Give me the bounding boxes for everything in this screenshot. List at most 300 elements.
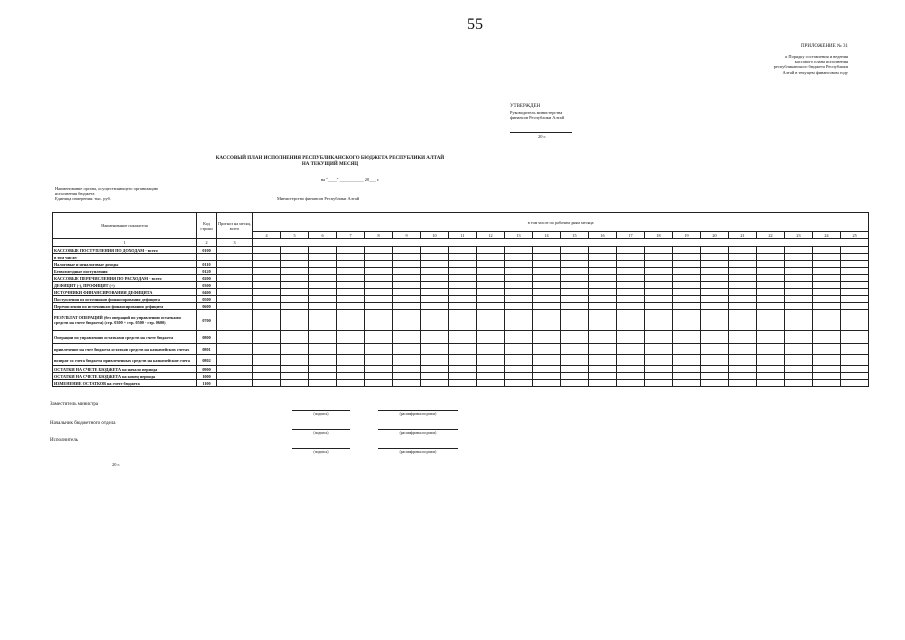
value-cell bbox=[813, 303, 841, 310]
value-cell bbox=[281, 261, 309, 268]
value-cell bbox=[589, 275, 617, 282]
value-cell bbox=[589, 366, 617, 373]
day-number: 11 bbox=[449, 232, 477, 239]
value-cell bbox=[421, 355, 449, 366]
value-cell bbox=[645, 366, 673, 373]
row-name: ОСТАТКИ НА СЧЕТЕ БЮДЖЕТА на начало периода bbox=[53, 366, 197, 373]
appendix-line: республиканского бюджета Республики bbox=[773, 64, 848, 70]
value-cell bbox=[841, 331, 869, 344]
value-cell bbox=[673, 268, 701, 275]
value-cell bbox=[645, 247, 673, 254]
value-cell bbox=[533, 373, 561, 380]
value-cell bbox=[421, 254, 449, 261]
value-cell bbox=[337, 366, 365, 373]
value-cell bbox=[253, 254, 281, 261]
value-cell bbox=[337, 380, 365, 387]
value-cell bbox=[589, 380, 617, 387]
value-cell bbox=[505, 331, 533, 344]
value-cell bbox=[421, 261, 449, 268]
row-code: 0700 bbox=[197, 310, 217, 331]
value-cell bbox=[701, 366, 729, 373]
value-cell bbox=[393, 380, 421, 387]
table-row bbox=[53, 289, 869, 296]
value-cell bbox=[253, 380, 281, 387]
value-cell bbox=[813, 261, 841, 268]
value-cell bbox=[533, 344, 561, 355]
value-cell bbox=[673, 303, 701, 310]
value-cell bbox=[393, 296, 421, 303]
value-cell bbox=[561, 344, 589, 355]
org-label: Наименование органа, осуществляющего организацию bbox=[55, 186, 159, 191]
value-cell bbox=[393, 310, 421, 331]
value-cell bbox=[421, 303, 449, 310]
value-cell bbox=[505, 282, 533, 289]
value-cell bbox=[561, 355, 589, 366]
value-cell bbox=[645, 254, 673, 261]
table-row bbox=[53, 275, 869, 282]
value-cell bbox=[449, 261, 477, 268]
value-cell bbox=[841, 282, 869, 289]
day-number: 10 bbox=[421, 232, 449, 239]
row-code: 0800 bbox=[197, 331, 217, 344]
value-cell bbox=[337, 254, 365, 261]
value-cell bbox=[561, 247, 589, 254]
value-cell bbox=[505, 310, 533, 331]
value-cell bbox=[617, 254, 645, 261]
value-cell bbox=[813, 296, 841, 303]
value-cell bbox=[561, 331, 589, 344]
table-body bbox=[53, 247, 869, 387]
value-cell bbox=[617, 268, 645, 275]
row-name: Поступления из источников финансирования дефицита bbox=[53, 296, 197, 303]
value-cell bbox=[589, 268, 617, 275]
value-cell bbox=[701, 254, 729, 261]
value-cell bbox=[589, 282, 617, 289]
day-number: 14 bbox=[533, 232, 561, 239]
value-cell bbox=[477, 373, 505, 380]
signature-line bbox=[292, 429, 350, 430]
header-days: в том числе по рабочим дням месяца bbox=[253, 213, 869, 232]
value-cell bbox=[253, 344, 281, 355]
signature-date: 20 г. bbox=[112, 462, 120, 467]
value-cell bbox=[785, 373, 813, 380]
value-cell bbox=[365, 344, 393, 355]
day-number: 24 bbox=[813, 232, 841, 239]
value-cell bbox=[757, 380, 785, 387]
value-cell bbox=[477, 303, 505, 310]
value-cell bbox=[309, 282, 337, 289]
value-cell bbox=[477, 355, 505, 366]
day-number: 12 bbox=[477, 232, 505, 239]
appendix-line: к Порядку составления и ведения bbox=[785, 54, 848, 59]
value-cell bbox=[645, 310, 673, 331]
day-number: 8 bbox=[365, 232, 393, 239]
value-cell bbox=[729, 289, 757, 296]
day-number: 5 bbox=[281, 232, 309, 239]
row-code: 1100 bbox=[197, 380, 217, 387]
row-code: 1000 bbox=[197, 373, 217, 380]
value-cell bbox=[217, 355, 253, 366]
value-cell bbox=[645, 282, 673, 289]
value-cell bbox=[309, 275, 337, 282]
value-cell bbox=[421, 275, 449, 282]
value-cell bbox=[729, 373, 757, 380]
value-cell bbox=[785, 261, 813, 268]
column-number: 3 bbox=[217, 239, 253, 247]
value-cell bbox=[673, 254, 701, 261]
table-row bbox=[53, 247, 869, 254]
value-cell bbox=[449, 275, 477, 282]
value-cell bbox=[281, 331, 309, 344]
value-cell bbox=[561, 373, 589, 380]
value-cell bbox=[701, 344, 729, 355]
day-number: 23 bbox=[785, 232, 813, 239]
value-cell bbox=[561, 303, 589, 310]
value-cell bbox=[673, 282, 701, 289]
value-cell bbox=[533, 261, 561, 268]
value-cell bbox=[281, 310, 309, 331]
signature-caption: (расшифровка подписи) bbox=[399, 450, 437, 454]
value-cell bbox=[393, 373, 421, 380]
value-cell bbox=[589, 254, 617, 261]
value-cell bbox=[617, 296, 645, 303]
value-cell bbox=[393, 344, 421, 355]
value-cell bbox=[673, 344, 701, 355]
value-cell bbox=[421, 380, 449, 387]
day-number: 7 bbox=[337, 232, 365, 239]
appendix-line: кассового плана исполнения bbox=[794, 59, 848, 65]
value-cell bbox=[393, 289, 421, 296]
signature-caption: (расшифровка подписи) bbox=[399, 412, 437, 416]
value-cell bbox=[785, 380, 813, 387]
value-cell bbox=[309, 303, 337, 310]
value-cell bbox=[281, 289, 309, 296]
value-cell bbox=[253, 366, 281, 373]
value-cell bbox=[617, 275, 645, 282]
value-cell bbox=[645, 355, 673, 366]
value-cell bbox=[281, 268, 309, 275]
value-cell bbox=[645, 296, 673, 303]
value-cell bbox=[645, 261, 673, 268]
value-cell bbox=[449, 303, 477, 310]
value-cell bbox=[617, 380, 645, 387]
value-cell bbox=[281, 373, 309, 380]
day-number: 15 bbox=[561, 232, 589, 239]
value-cell bbox=[281, 296, 309, 303]
value-cell bbox=[729, 366, 757, 373]
value-cell bbox=[365, 380, 393, 387]
row-code: 0300 bbox=[197, 282, 217, 289]
table-row bbox=[53, 355, 869, 366]
value-cell bbox=[449, 331, 477, 344]
row-name: привлечение на счет бюджета остатков средств на казначейских счетах bbox=[53, 344, 197, 355]
value-cell bbox=[673, 355, 701, 366]
value-cell bbox=[561, 268, 589, 275]
day-number: 21 bbox=[729, 232, 757, 239]
value-cell bbox=[729, 380, 757, 387]
value-cell bbox=[365, 247, 393, 254]
value-cell bbox=[337, 303, 365, 310]
value-cell bbox=[253, 247, 281, 254]
header-name: Наименование показателя bbox=[53, 213, 197, 239]
value-cell bbox=[421, 268, 449, 275]
day-number: 18 bbox=[645, 232, 673, 239]
value-cell bbox=[673, 331, 701, 344]
value-cell bbox=[421, 310, 449, 331]
day-number: 6 bbox=[309, 232, 337, 239]
value-cell bbox=[673, 261, 701, 268]
value-cell bbox=[673, 380, 701, 387]
value-cell bbox=[841, 275, 869, 282]
value-cell bbox=[841, 296, 869, 303]
day-number: 4 bbox=[253, 232, 281, 239]
signature-line bbox=[378, 410, 458, 411]
value-cell bbox=[449, 268, 477, 275]
value-cell bbox=[841, 247, 869, 254]
value-cell bbox=[785, 303, 813, 310]
table-row bbox=[53, 303, 869, 310]
value-cell bbox=[365, 261, 393, 268]
value-cell bbox=[841, 303, 869, 310]
unit-label: Единица измерения: тыс. руб. bbox=[55, 196, 111, 202]
value-cell bbox=[617, 261, 645, 268]
value-cell bbox=[477, 296, 505, 303]
value-cell bbox=[253, 261, 281, 268]
value-cell bbox=[253, 282, 281, 289]
value-cell bbox=[337, 282, 365, 289]
table-row bbox=[53, 296, 869, 303]
value-cell bbox=[813, 254, 841, 261]
value-cell bbox=[533, 310, 561, 331]
value-cell bbox=[505, 296, 533, 303]
value-cell bbox=[477, 366, 505, 373]
value-cell bbox=[785, 296, 813, 303]
value-cell bbox=[785, 247, 813, 254]
value-cell bbox=[561, 366, 589, 373]
value-cell bbox=[505, 268, 533, 275]
value-cell bbox=[217, 331, 253, 344]
row-name: Налоговые и неналоговые доходы bbox=[53, 261, 197, 268]
signature-executor-label: Исполнитель bbox=[50, 438, 78, 443]
value-cell bbox=[785, 310, 813, 331]
value-cell bbox=[841, 254, 869, 261]
table-row bbox=[53, 268, 869, 275]
value-cell bbox=[505, 289, 533, 296]
value-cell bbox=[561, 310, 589, 331]
value-cell bbox=[253, 296, 281, 303]
value-cell bbox=[505, 303, 533, 310]
value-cell bbox=[561, 254, 589, 261]
value-cell bbox=[645, 331, 673, 344]
value-cell bbox=[785, 289, 813, 296]
value-cell bbox=[217, 366, 253, 373]
row-name: ДЕФИЦИТ (-), ПРОФИЦИТ (+) bbox=[53, 282, 197, 289]
value-cell bbox=[421, 331, 449, 344]
value-cell bbox=[757, 366, 785, 373]
value-cell bbox=[785, 331, 813, 344]
value-cell bbox=[589, 355, 617, 366]
value-cell bbox=[337, 296, 365, 303]
value-cell bbox=[421, 296, 449, 303]
value-cell bbox=[505, 380, 533, 387]
value-cell bbox=[645, 289, 673, 296]
value-cell bbox=[337, 355, 365, 366]
value-cell bbox=[729, 268, 757, 275]
value-cell bbox=[421, 366, 449, 373]
column-number: 2 bbox=[197, 239, 217, 247]
value-cell bbox=[533, 282, 561, 289]
row-code: 0120 bbox=[197, 268, 217, 275]
value-cell bbox=[477, 254, 505, 261]
value-cell bbox=[617, 355, 645, 366]
value-cell bbox=[477, 289, 505, 296]
row-name: Перечисления по источникам финансирования дефицита bbox=[53, 303, 197, 310]
row-code: 0500 bbox=[197, 296, 217, 303]
row-name: РЕЗУЛЬТАТ ОПЕРАЦИЙ (без операций по управлению остатками средств на счете бюджета) (стр. 0300 + стр. 0500 - стр. 0600) bbox=[53, 310, 197, 331]
value-cell bbox=[701, 275, 729, 282]
value-cell bbox=[645, 344, 673, 355]
value-cell bbox=[253, 289, 281, 296]
signature-head-label: Начальник бюджетного отдела bbox=[50, 421, 116, 426]
value-cell bbox=[217, 380, 253, 387]
value-cell bbox=[673, 373, 701, 380]
value-cell bbox=[757, 261, 785, 268]
value-cell bbox=[309, 373, 337, 380]
title-line: КАССОВЫЙ ПЛАН ИСПОЛНЕНИЯ РЕСПУБЛИКАНСКОГО БЮДЖЕТА РЕСПУБЛИКИ АЛТАЙ bbox=[215, 156, 445, 161]
day-number: 13 bbox=[505, 232, 533, 239]
value-cell bbox=[217, 303, 253, 310]
value-cell bbox=[729, 303, 757, 310]
value-cell bbox=[309, 268, 337, 275]
approval-line: Руководитель министерства bbox=[510, 110, 563, 115]
row-name: Операции по управлению остатками средств на счете бюджета bbox=[53, 331, 197, 344]
value-cell bbox=[421, 344, 449, 355]
value-cell bbox=[421, 282, 449, 289]
row-name: КАССОВЫЕ ПОСТУПЛЕНИЯ ПО ДОХОДАМ - всего bbox=[53, 247, 197, 254]
value-cell bbox=[365, 331, 393, 344]
value-cell bbox=[533, 289, 561, 296]
value-cell bbox=[477, 344, 505, 355]
value-cell bbox=[561, 275, 589, 282]
value-cell bbox=[841, 355, 869, 366]
value-cell bbox=[449, 366, 477, 373]
value-cell bbox=[505, 275, 533, 282]
value-cell bbox=[589, 344, 617, 355]
signature-caption: (подпись) bbox=[313, 450, 329, 454]
value-cell bbox=[729, 275, 757, 282]
value-cell bbox=[673, 247, 701, 254]
value-cell bbox=[309, 344, 337, 355]
value-cell bbox=[217, 296, 253, 303]
row-name: в том числе: bbox=[53, 254, 197, 261]
value-cell bbox=[813, 344, 841, 355]
value-cell bbox=[785, 366, 813, 373]
appendix-title: ПРИЛОЖЕНИЕ № 31 bbox=[801, 44, 848, 49]
value-cell bbox=[813, 366, 841, 373]
value-cell bbox=[337, 247, 365, 254]
value-cell bbox=[757, 344, 785, 355]
value-cell bbox=[813, 268, 841, 275]
value-cell bbox=[757, 310, 785, 331]
value-cell bbox=[217, 254, 253, 261]
value-cell bbox=[729, 331, 757, 344]
signature-caption: (подпись) bbox=[313, 431, 329, 435]
value-cell bbox=[813, 282, 841, 289]
value-cell bbox=[309, 296, 337, 303]
document-title bbox=[180, 156, 480, 168]
value-cell bbox=[365, 310, 393, 331]
value-cell bbox=[729, 261, 757, 268]
value-cell bbox=[217, 247, 253, 254]
value-cell bbox=[645, 303, 673, 310]
value-cell bbox=[337, 268, 365, 275]
value-cell bbox=[309, 366, 337, 373]
value-cell bbox=[589, 331, 617, 344]
value-cell bbox=[673, 296, 701, 303]
value-cell bbox=[617, 289, 645, 296]
row-code: 0100 bbox=[197, 247, 217, 254]
table-row bbox=[53, 331, 869, 344]
row-name: КАССОВЫЕ ПЕРЕЧИСЛЕНИЯ ПО РАСХОДАМ - всего bbox=[53, 275, 197, 282]
value-cell bbox=[645, 275, 673, 282]
row-name: возврат со счета бюджета привлеченных средств на казначейские счета bbox=[53, 355, 197, 366]
value-cell bbox=[701, 331, 729, 344]
value-cell bbox=[533, 331, 561, 344]
value-cell bbox=[449, 380, 477, 387]
value-cell bbox=[217, 310, 253, 331]
value-cell bbox=[673, 310, 701, 331]
value-cell bbox=[449, 247, 477, 254]
value-cell bbox=[617, 303, 645, 310]
value-cell bbox=[841, 344, 869, 355]
value-cell bbox=[701, 310, 729, 331]
row-code bbox=[197, 254, 217, 261]
value-cell bbox=[217, 261, 253, 268]
document-date: на "____" ___________ 20___ г. bbox=[320, 177, 380, 182]
value-cell bbox=[841, 373, 869, 380]
row-name: Безвозмездные поступления bbox=[53, 268, 197, 275]
signature-line bbox=[292, 448, 350, 449]
value-cell bbox=[757, 296, 785, 303]
value-cell bbox=[785, 275, 813, 282]
row-name: ОСТАТКИ НА СЧЕТЕ БЮДЖЕТА на конец периода bbox=[53, 373, 197, 380]
value-cell bbox=[309, 247, 337, 254]
value-cell bbox=[813, 275, 841, 282]
value-cell bbox=[393, 268, 421, 275]
day-number: 16 bbox=[589, 232, 617, 239]
value-cell bbox=[813, 373, 841, 380]
value-cell bbox=[813, 310, 841, 331]
value-cell bbox=[785, 355, 813, 366]
signature-caption: (подпись) bbox=[313, 412, 329, 416]
value-cell bbox=[617, 310, 645, 331]
approval-line: финансов Республики Алтай bbox=[510, 115, 564, 121]
table-row bbox=[53, 366, 869, 373]
value-cell bbox=[617, 247, 645, 254]
value-cell bbox=[477, 282, 505, 289]
value-cell bbox=[281, 344, 309, 355]
day-number: 22 bbox=[757, 232, 785, 239]
value-cell bbox=[365, 275, 393, 282]
value-cell bbox=[337, 310, 365, 331]
row-name: ИЗМЕНЕНИЕ ОСТАТКОВ на счете бюджета bbox=[53, 380, 197, 387]
value-cell bbox=[253, 355, 281, 366]
value-cell bbox=[505, 254, 533, 261]
value-cell bbox=[253, 303, 281, 310]
value-cell bbox=[309, 355, 337, 366]
appendix-line: Алтай в текущем финансовом году bbox=[782, 69, 848, 75]
day-number: 17 bbox=[617, 232, 645, 239]
